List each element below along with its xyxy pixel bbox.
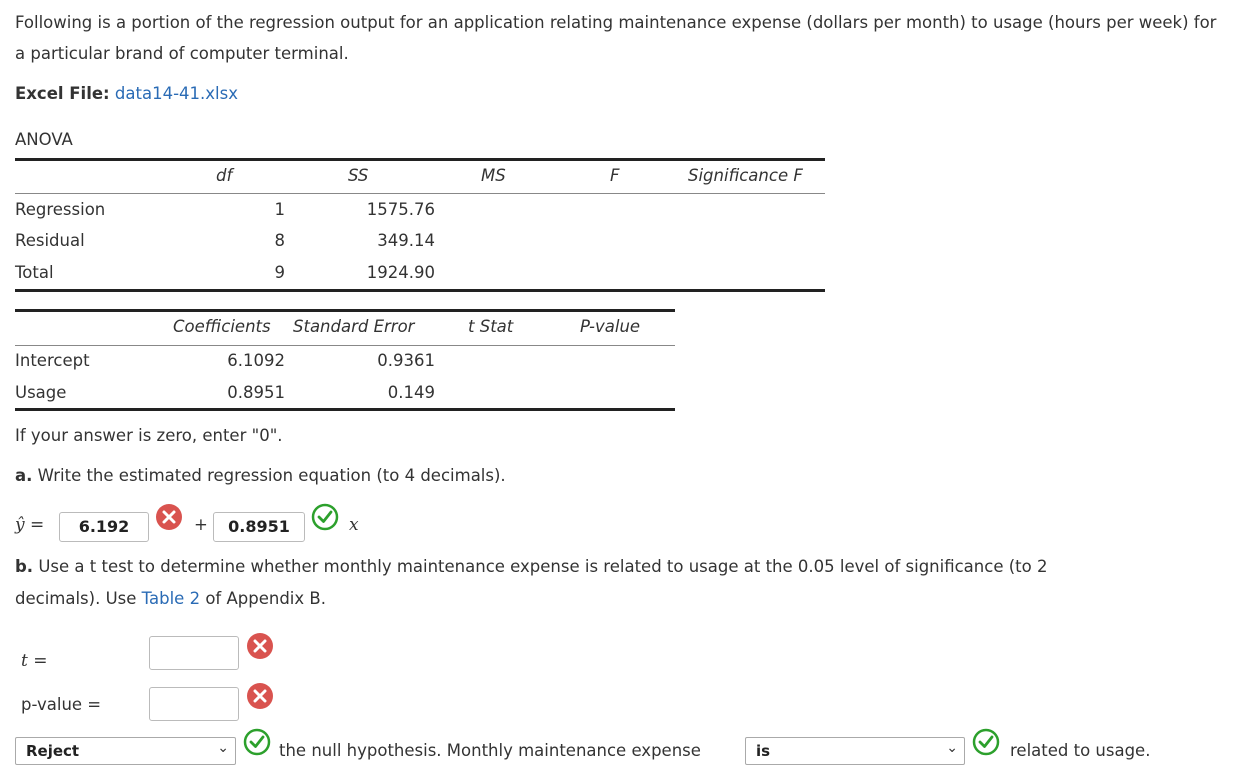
part-b-prompt-line1 <box>15 557 1225 576</box>
coef-row-std-error: 0.9361 <box>377 351 435 370</box>
coef-row-coefficient: 6.1092 <box>227 351 285 370</box>
anova-header-row <box>15 166 825 190</box>
anova-top-rule <box>15 158 825 161</box>
anova-row-df: 8 <box>274 231 285 250</box>
conclusion-sentence-mid: the null hypothesis. Monthly maintenance expense <box>279 741 701 760</box>
anova-row-df: 1 <box>274 200 285 219</box>
p-value-label: p-value = <box>21 695 102 714</box>
table-row <box>15 200 825 222</box>
coef-header-row <box>15 317 675 341</box>
chevron-down-icon: ⌄ <box>217 740 229 756</box>
incorrect-icon <box>155 503 183 531</box>
anova-row-df: 9 <box>274 263 285 282</box>
zero-note: If your answer is zero, enter "0". <box>15 426 283 445</box>
coef-header-pvalue: P-value <box>580 317 641 336</box>
intro-text: Following is a portion of the regression output for an application relating maintenance expense (dollars per month) to usage (hours per week) for a particular brand of computer terminal. <box>15 13 1217 63</box>
relation-selected-value: is <box>756 742 771 760</box>
part-b-text-post: of Appendix B. <box>205 589 326 608</box>
coef-bottom-rule <box>15 408 675 411</box>
anova-row-label: Total <box>15 263 54 282</box>
plus-sign: + <box>194 515 208 534</box>
anova-row-ss: 1924.90 <box>366 263 435 282</box>
part-b-letter: b. <box>15 557 34 576</box>
t-label: t = <box>21 651 48 671</box>
coef-row-label: Usage <box>15 383 67 402</box>
chevron-down-icon: ⌄ <box>946 740 958 756</box>
anova-title: ANOVA <box>15 130 73 149</box>
anova-header-f: F <box>610 166 620 185</box>
part-a-text: Write the estimated regression equation (to 4 decimals). <box>37 466 506 485</box>
anova-header-rule <box>15 193 825 194</box>
incorrect-icon <box>246 632 274 660</box>
anova-row-ss: 349.14 <box>377 231 435 250</box>
coef-header-coefficients: Coefficients <box>173 317 271 336</box>
intercept-input[interactable]: 6.192 <box>59 512 149 542</box>
coef-header-rule <box>15 345 675 346</box>
anova-bottom-rule <box>15 289 825 292</box>
x-variable: x <box>349 515 359 535</box>
part-b-text-pre: decimals). Use <box>15 589 137 608</box>
slope-input[interactable]: 0.8951 <box>213 512 305 542</box>
conclusion-sentence-end: related to usage. <box>1010 741 1151 760</box>
table-2-link[interactable]: Table 2 <box>141 589 201 608</box>
part-a-letter: a. <box>15 466 33 485</box>
part-b-prompt-line2 <box>15 589 326 608</box>
anova-row-label: Regression <box>15 200 106 219</box>
coef-row-label: Intercept <box>15 351 90 370</box>
coef-row-std-error: 0.149 <box>387 383 435 402</box>
part-a-prompt <box>15 466 506 485</box>
table-row <box>15 231 825 253</box>
t-input[interactable] <box>149 636 239 670</box>
coef-header-tstat: t Stat <box>468 317 514 336</box>
excel-file-link[interactable]: data14-41.xlsx <box>114 84 238 103</box>
relation-select[interactable] <box>745 737 965 765</box>
coef-top-rule <box>15 309 675 312</box>
coef-row-coefficient: 0.8951 <box>227 383 285 402</box>
anova-row-ss: 1575.76 <box>366 200 435 219</box>
correct-icon <box>243 728 271 756</box>
excel-file-line <box>15 80 238 108</box>
correct-icon <box>972 728 1000 756</box>
anova-header-sigf: Significance F <box>688 166 803 185</box>
decision-select[interactable] <box>15 737 236 765</box>
anova-row-label: Residual <box>15 231 85 250</box>
table-row <box>15 351 675 373</box>
incorrect-icon <box>246 682 274 710</box>
coef-header-std-error: Standard Error <box>293 317 415 336</box>
part-b-text: Use a t test to determine whether monthly maintenance expense is related to usage at the 0.05 level of significance (to 2 <box>38 557 1048 576</box>
anova-header-ms: MS <box>481 166 506 185</box>
p-value-input[interactable] <box>149 687 239 721</box>
decision-selected-value: Reject <box>26 742 80 760</box>
correct-icon <box>311 503 339 531</box>
anova-header-df: df <box>216 166 233 185</box>
excel-file-label: Excel File: <box>15 84 110 103</box>
yhat-label: ŷ = <box>15 515 45 535</box>
table-row <box>15 383 675 405</box>
table-row <box>15 263 825 285</box>
anova-header-ss: SS <box>348 166 369 185</box>
